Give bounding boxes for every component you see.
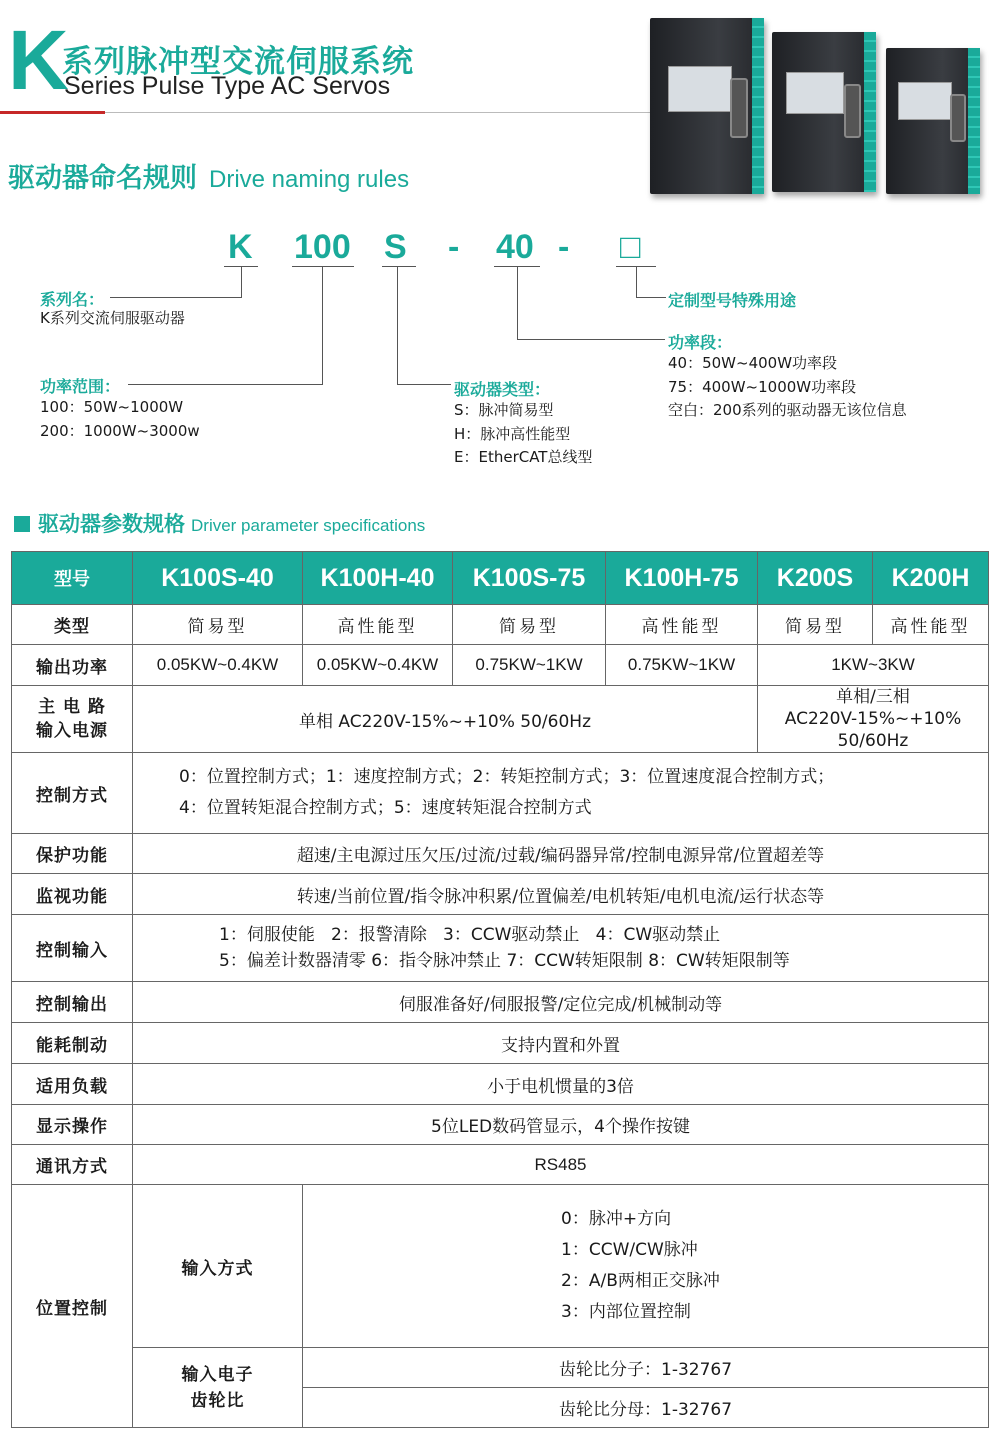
sub-row-label: 输入方式 (133, 1185, 303, 1348)
series-desc: K系列交流伺服驱动器 (40, 309, 185, 327)
table-cell: 0.75KW~1KW (453, 645, 606, 686)
table-cell: 简易型 (133, 605, 303, 645)
table-row (12, 834, 989, 874)
k-logo-letter: K (8, 13, 69, 107)
table-cell: 1KW~3KW (758, 645, 989, 686)
table-cell: 单相 AC220V-15%~+10% 50/60Hz (133, 686, 758, 753)
row-label: 适用负载 (12, 1064, 133, 1105)
table-cell: 齿轮比分子：1-32767 (303, 1348, 989, 1388)
table-cell: 5位LED数码管显示，4个操作按键 (133, 1105, 989, 1145)
header-cell: K100H-75 (606, 552, 758, 605)
code-power: 100 (294, 228, 351, 266)
sub-row-label: 输入电子 齿轮比 (133, 1348, 303, 1428)
row-label: 保护功能 (12, 834, 133, 874)
row-label: 类型 (12, 605, 133, 645)
power-segment-label: 功率段： (668, 333, 733, 352)
table-row (12, 1105, 989, 1145)
code-type: S (384, 228, 407, 266)
connector-line (517, 266, 518, 339)
power-segment-desc: 40：50W~400W功率段 75：400W~1000W功率段 空白：200系列的驱动器无该位信息 (668, 354, 907, 419)
row-label: 能耗制动 (12, 1023, 133, 1064)
code-underline (292, 266, 354, 267)
square-bullet-icon (14, 516, 30, 532)
header-accent-line (0, 111, 105, 114)
row-label: 控制方式 (12, 753, 133, 834)
naming-section-title: 驱动器命名规则 Drive naming rules (8, 163, 410, 194)
table-cell: 支持内置和外置 (133, 1023, 989, 1064)
table-cell: 简易型 (758, 605, 873, 645)
header-cell: 型号 (12, 552, 133, 605)
table-cell: 高性能型 (873, 605, 989, 645)
table-row (12, 1064, 989, 1105)
table-cell: 0：脉冲+方向 1：CCW/CW脉冲 2：A/B两相正交脉冲 3：内部位置控制 (303, 1185, 989, 1348)
header-divider (105, 112, 650, 113)
table-cell: 0.75KW~1KW (606, 645, 758, 686)
custom-label: 定制型号特殊用途 (668, 291, 797, 310)
header-cell: K100S-75 (453, 552, 606, 605)
table-header-row (12, 552, 989, 605)
row-label: 位置控制 (12, 1185, 133, 1428)
table-cell: 0.05KW~0.4KW (133, 645, 303, 686)
table-cell: 高性能型 (303, 605, 453, 645)
driver-type-label: 驱动器类型： (454, 380, 551, 399)
row-label: 输出功率 (12, 645, 133, 686)
table-cell: 0.05KW~0.4KW (303, 645, 453, 686)
series-label: 系列名： (40, 290, 105, 309)
header-cell: K100S-40 (133, 552, 303, 605)
table-cell: 单相/三相 AC220V-15%~+10% 50/60Hz (758, 686, 989, 753)
connector-line (517, 339, 665, 340)
table-cell: 转速/当前位置/指令脉冲积累/位置偏差/电机转矩/电机电流/运行状态等 (133, 874, 989, 915)
table-cell: RS485 (133, 1145, 989, 1185)
power-range-desc: 100：50W~1000W 200：1000W~3000w (40, 398, 200, 440)
power-range-label: 功率范围： (40, 377, 121, 396)
servo-drive-image (886, 48, 980, 194)
table-row (12, 1023, 989, 1064)
table-cell: 0：位置控制方式；1：速度控制方式；2：转矩控制方式；3：位置速度混合控制方式； 4：位置转矩混合控制方式；5：速度转矩混合控制方式 (133, 753, 989, 834)
code-series: K (228, 228, 253, 266)
code-dash: - (558, 228, 570, 266)
table-row (12, 686, 989, 753)
table-row (12, 1145, 989, 1185)
row-label: 监视功能 (12, 874, 133, 915)
code-dash: - (448, 228, 460, 266)
servo-drive-image (650, 18, 764, 194)
connector-line (397, 384, 451, 385)
table-cell: 简易型 (453, 605, 606, 645)
connector-line (110, 297, 242, 298)
row-label: 主 电 路 输入电源 (12, 686, 133, 753)
connector-line (636, 266, 637, 297)
table-row (12, 753, 989, 834)
title-chinese: 系列脉冲型交流伺服系统 (62, 44, 414, 80)
table-row (12, 874, 989, 915)
driver-type-desc: S：脉冲简易型 H：脉冲高性能型 E：EtherCAT总线型 (454, 401, 593, 466)
table-cell: 高性能型 (606, 605, 758, 645)
row-label: 控制输出 (12, 982, 133, 1023)
table-row (12, 982, 989, 1023)
table-cell: 1：伺服使能 2：报警清除 3：CCW驱动禁止 4：CW驱动禁止 5：偏差计数器清零 6：指令脉冲禁止 7：CCW转矩限制 8：CW转矩限制等 (133, 915, 989, 982)
spec-section-title: 驱动器参数规格 Driver parameter specifications (14, 508, 425, 538)
table-cell: 超速/主电源过压欠压/过流/过载/编码器异常/控制电源异常/位置超差等 (133, 834, 989, 874)
connector-line (636, 297, 666, 298)
servo-drive-image (772, 32, 876, 192)
header-cell: K200H (873, 552, 989, 605)
row-label: 通讯方式 (12, 1145, 133, 1185)
title-english: Series Pulse Type AC Servos (64, 72, 391, 100)
table-cell: 小于电机惯量的3倍 (133, 1064, 989, 1105)
connector-line (241, 266, 242, 297)
code-segment: 40 (496, 228, 534, 266)
row-label: 控制输入 (12, 915, 133, 982)
connector-line (397, 266, 398, 384)
connector-line (322, 266, 323, 384)
table-row (12, 1348, 989, 1388)
table-row (12, 1185, 989, 1348)
header-cell: K100H-40 (303, 552, 453, 605)
table-row (12, 645, 989, 686)
table-cell: 齿轮比分母：1-32767 (303, 1388, 989, 1428)
table-row (12, 605, 989, 645)
row-label: 显示操作 (12, 1105, 133, 1145)
table-cell: 伺服准备好/伺服报警/定位完成/机械制动等 (133, 982, 989, 1023)
spec-table (11, 551, 989, 1428)
code-custom: □ (620, 228, 641, 266)
connector-line (128, 384, 323, 385)
header-cell: K200S (758, 552, 873, 605)
table-row (12, 915, 989, 982)
code-underline (382, 266, 416, 267)
